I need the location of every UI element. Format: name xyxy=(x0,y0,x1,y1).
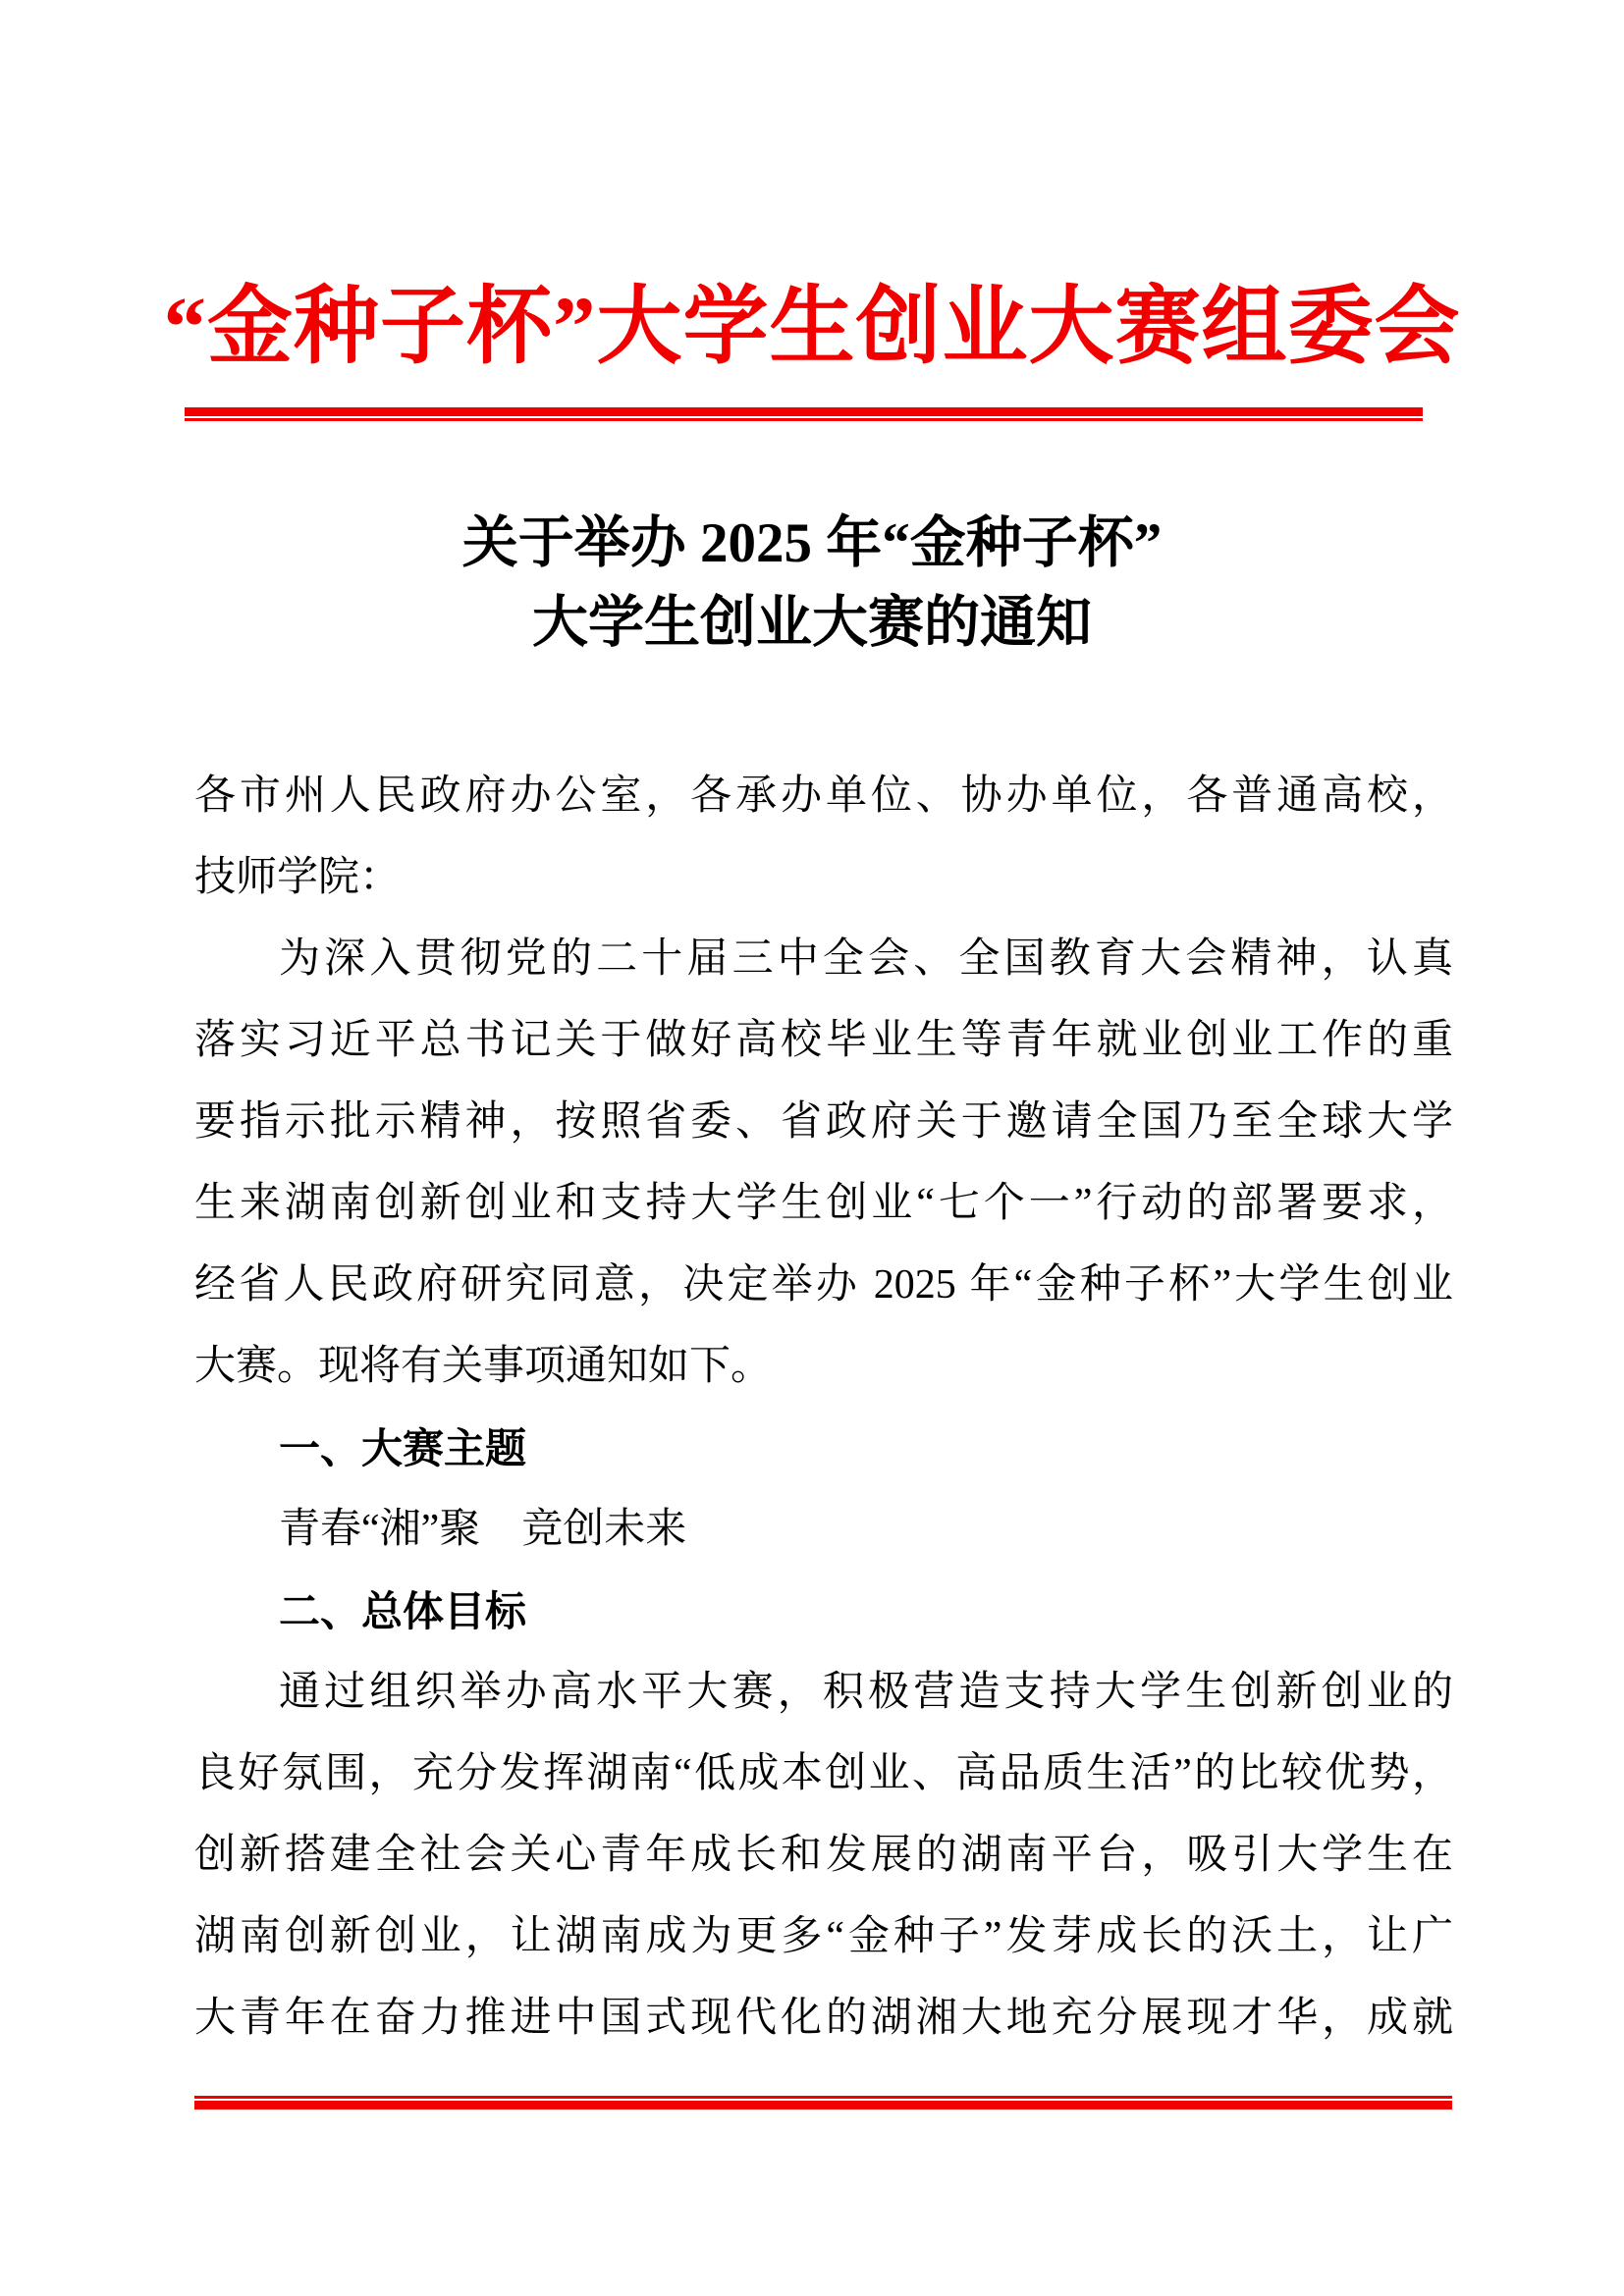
body-line-paragraph: 生来湖南创新创业和支持大学生创业“七个一”行动的部署要求， xyxy=(194,1181,1453,1226)
body-line-paragraph: 通过组织举办高水平大赛，积极营造支持大学生创新创业的 xyxy=(279,1670,1453,1715)
body-line-paragraph: 大青年在奋力推进中国式现代化的湖湘大地充分展现才华，成就 xyxy=(194,1996,1453,2041)
body-line-paragraph: 为深入贯彻党的二十届三中全会、全国教育大会精神，认真 xyxy=(279,936,1453,982)
body-line-recipients-2: 技师学院： xyxy=(194,855,402,900)
footer-separator-rule xyxy=(194,2096,1452,2109)
document-body xyxy=(194,756,1453,2059)
letterhead-org-name: “金种子杯”大学生创业大赛组委会 xyxy=(163,279,1461,374)
body-line-paragraph: 经省人民政府研究同意，决定举办 2025 年“金种子杯”大学生创业 xyxy=(194,1262,1453,1308)
section-heading-theme: 一、大赛主题 xyxy=(279,1425,527,1471)
body-line-paragraph: 创新搭建全社会关心青年成长和发展的湖南平台，吸引大学生在 xyxy=(194,1833,1453,1878)
body-line-paragraph: 落实习近平总书记关于做好高校毕业生等青年就业创业工作的重 xyxy=(194,1018,1453,1063)
body-line-theme-slogan: 青春“湘”聚 竞创未来 xyxy=(279,1507,687,1552)
body-line-paragraph: 要指示批示精神，按照省委、省政府关于邀请全国乃至全球大学 xyxy=(194,1099,1453,1145)
letterhead-separator-rule xyxy=(185,407,1423,421)
body-line-paragraph: 良好氛围，充分发挥湖南“低成本创业、高品质生活”的比较优势， xyxy=(194,1751,1453,1796)
section-heading-goals: 二、总体目标 xyxy=(279,1588,527,1634)
document-title-line1: 关于举办 2025 年“金种子杯” xyxy=(461,512,1163,574)
body-line-paragraph: 湖南创新创业，让湖南成为更多“金种子”发芽成长的沃土，让广 xyxy=(194,1914,1453,1959)
document-title xyxy=(0,504,1624,663)
body-line-recipients: 各市州人民政府办公室，各承办单位、协办单位，各普通高校， xyxy=(194,774,1453,819)
document-title-line2: 大学生创业大赛的通知 xyxy=(532,592,1092,654)
body-line-paragraph-end: 大赛。现将有关事项通知如下。 xyxy=(194,1344,773,1389)
